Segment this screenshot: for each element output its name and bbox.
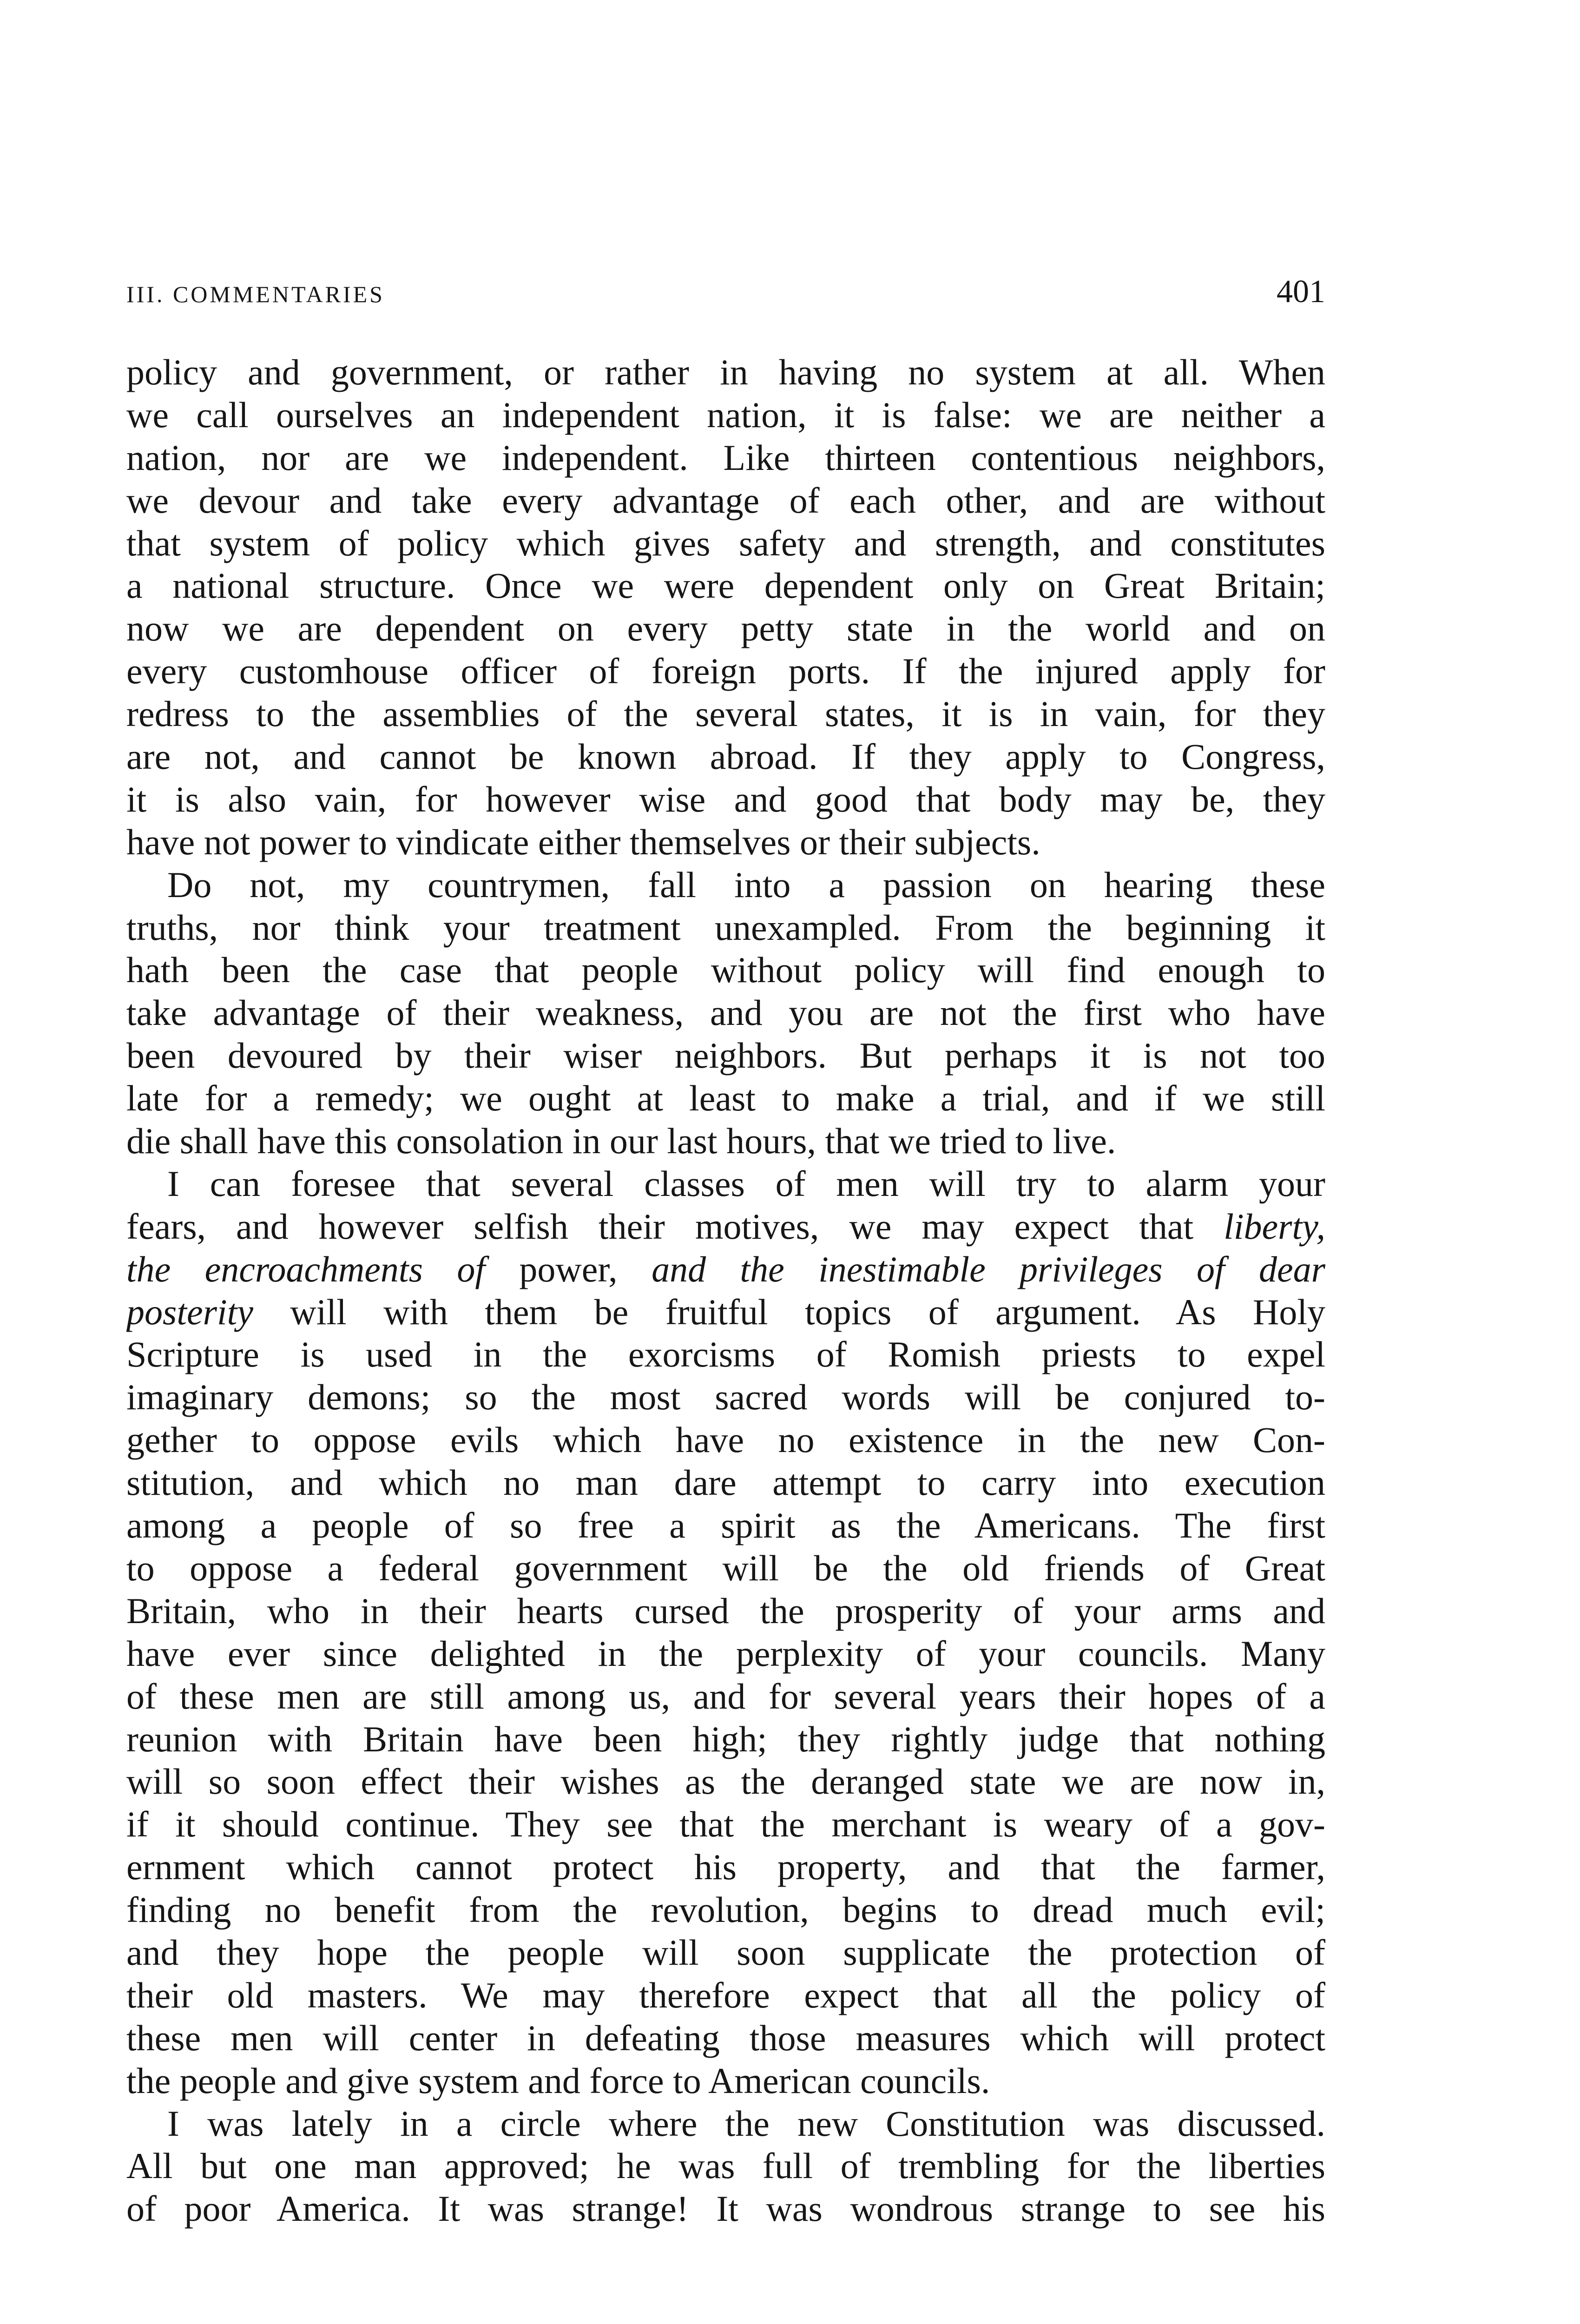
text-run: will with them be fruitful topics of argument. As Holy <box>290 1291 1325 1332</box>
running-head <box>126 273 1325 310</box>
text-line: we call ourselves an independent nation, it is false: we are neither a <box>126 394 1325 435</box>
text-line: we devour and take every advantage of each other, and are without <box>126 480 1325 521</box>
text-line: among a people of so free a spirit as the Americans. The first <box>126 1505 1325 1546</box>
text-line <box>126 1205 1325 1248</box>
italic-text-run: the encroachments of <box>126 1248 485 1289</box>
page-number: 401 <box>1277 274 1325 310</box>
text-line: if it should continue. They see that the merchant is weary of a gov- <box>126 1804 1325 1845</box>
text-line: been devoured by their wiser neighbors. But perhaps it is not too <box>126 1035 1325 1076</box>
text-line: and they hope the people will soon supplicate the protection of <box>126 1932 1325 1973</box>
italic-text-run: and the inestimable privileges of dear <box>652 1248 1325 1289</box>
paragraph-last-line: the people and give system and force to American councils. <box>126 2060 990 2101</box>
text-line: now we are dependent on every petty state in the world and on <box>126 608 1325 649</box>
text-line: gether to oppose evils which have no existence in the new Con- <box>126 1419 1325 1460</box>
body-text <box>126 351 1325 2230</box>
text-line: reunion with Britain have been high; they rightly judge that nothing <box>126 1718 1325 1759</box>
text-line: a national structure. Once we were dependent only on Great Britain; <box>126 565 1325 606</box>
text-line: every customhouse officer of foreign ports. If the injured apply for <box>126 651 1325 692</box>
text-line: of these men are still among us, and for several years their hopes of a <box>126 1676 1325 1717</box>
text-line: are not, and cannot be known abroad. If they apply to Congress, <box>126 736 1325 777</box>
text-line: late for a remedy; we ought at least to make a trial, and if we still <box>126 1078 1325 1119</box>
text-line: redress to the assemblies of the several states, it is in vain, for they <box>126 693 1325 734</box>
text-line: to oppose a federal government will be the old friends of Great <box>126 1547 1325 1588</box>
text-line: these men will center in defeating those measures which will protect <box>126 2017 1325 2058</box>
text-line: stitution, and which no man dare attempt to carry into execution <box>126 1462 1325 1503</box>
text-line: their old masters. We may therefore expect that all the policy of <box>126 1974 1325 2015</box>
text-line: Britain, who in their hearts cursed the prosperity of your arms and <box>126 1590 1325 1631</box>
text-line: truths, nor think your treatment unexampled. From the beginning it <box>126 907 1325 948</box>
text-line: nation, nor are we independent. Like thirteen contentious neighbors, <box>126 437 1325 478</box>
text-line <box>126 1248 1325 1291</box>
text-line: it is also vain, for however wise and good that body may be, they <box>126 779 1325 819</box>
text-run: power, <box>519 1248 618 1289</box>
text-line: have ever since delighted in the perplexity of your councils. Many <box>126 1633 1325 1674</box>
italic-text-run: posterity <box>126 1291 253 1332</box>
italic-text-run: liberty, <box>1224 1206 1325 1247</box>
text-line: of poor America. It was strange! It was wondrous strange to see his <box>126 2188 1325 2229</box>
paragraph-first-line: I can foresee that several classes of men will try to alarm your <box>167 1163 1325 1204</box>
text-line: that system of policy which gives safety and strength, and constitutes <box>126 522 1325 563</box>
text-line: imaginary demons; so the most sacred words will be conjured to- <box>126 1377 1325 1418</box>
paragraph-last-line: die shall have this consolation in our last hours, that we tried to live. <box>126 1121 1116 1162</box>
text-line: take advantage of their weakness, and you are not the first who have <box>126 992 1325 1033</box>
text-line: finding no benefit from the revolution, begins to dread much evil; <box>126 1889 1325 1930</box>
section-title: III. COMMENTARIES <box>126 281 385 307</box>
paragraph-first-line: I was lately in a circle where the new Constitution was discussed. <box>167 2103 1325 2144</box>
paragraph-last-line: have not power to vindicate either themselves or their subjects. <box>126 821 1040 862</box>
text-line <box>126 1291 1325 1334</box>
paragraph-first-line: Do not, my countrymen, fall into a passion on hearing these <box>167 864 1325 905</box>
text-line: policy and government, or rather in having no system at all. When <box>126 352 1325 392</box>
text-line: hath been the case that people without policy will find enough to <box>126 950 1325 990</box>
text-line: ernment which cannot protect his property, and that the farmer, <box>126 1847 1325 1888</box>
text-line: will so soon effect their wishes as the deranged state we are now in, <box>126 1761 1325 1802</box>
text-line: All but one man approved; he was full of trembling for the liberties <box>126 2146 1325 2186</box>
text-run: fears, and however selfish their motives, we may expect that <box>126 1206 1194 1247</box>
text-line: Scripture is used in the exorcisms of Romish priests to expel <box>126 1334 1325 1375</box>
